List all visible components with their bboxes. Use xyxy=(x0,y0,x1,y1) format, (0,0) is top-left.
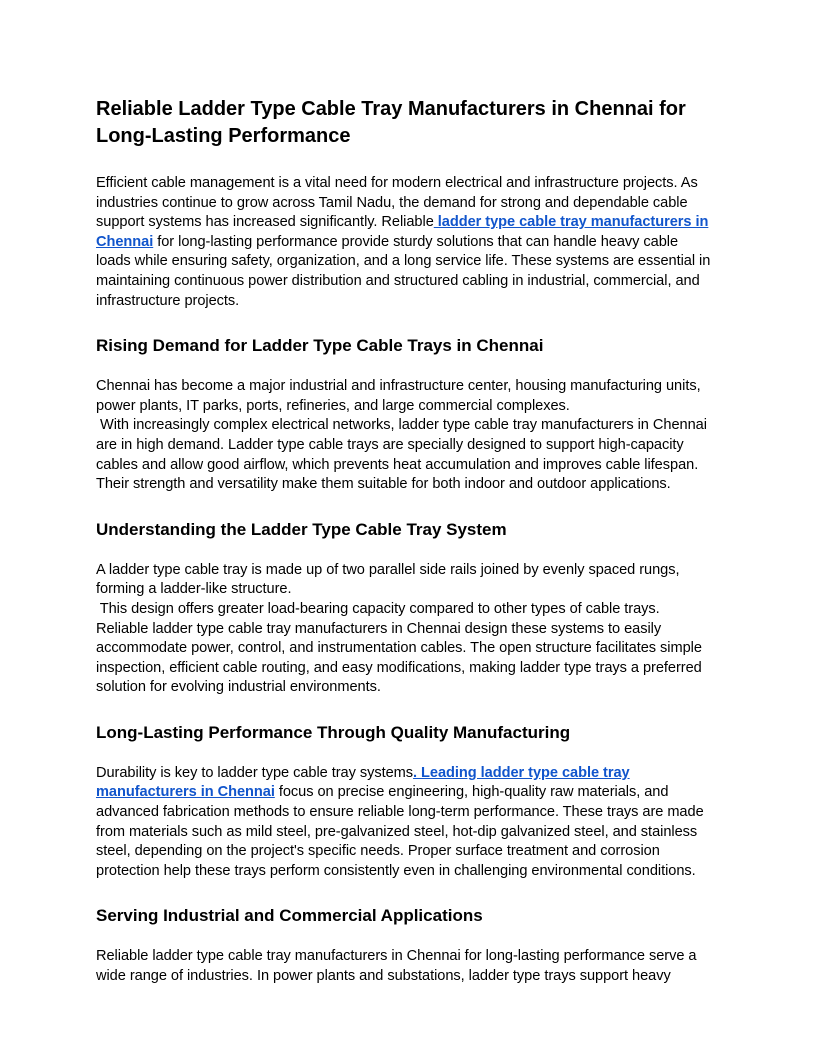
paragraph-line: from materials such as mild steel, pre-galvanized steel, hot-dip galvanized steel, and stainless xyxy=(96,823,698,840)
manufacturers-link[interactable]: ladder type cable tray manufacturers in xyxy=(433,214,709,231)
leading-manufacturers-link[interactable]: . Leading ladder type cable tray xyxy=(413,764,630,781)
title-line: Reliable Ladder Type Cable Tray Manufacturers in Chennai for xyxy=(96,98,686,120)
applications-paragraph xyxy=(96,947,720,986)
paragraph-line: infrastructure projects. xyxy=(96,292,240,309)
text-run: focus on precise engineering, high-quality raw materials, and xyxy=(274,784,669,801)
paragraph-line: are in high demand. Ladder type cable trays are specially designed to support high-capacity xyxy=(96,436,684,453)
paragraph-line xyxy=(96,764,720,784)
paragraph-line: Efficient cable management is a vital need for modern electrical and infrastructure projects. As xyxy=(96,175,698,191)
rising-demand-paragraph xyxy=(96,377,720,495)
section-heading-applications: Serving Industrial and Commercial Applications xyxy=(96,906,483,926)
paragraph-line: solution for evolving industrial environments. xyxy=(96,679,381,696)
paragraph-line: industries continue to grow across Tamil Nadu, the demand for strong and dependable cable xyxy=(96,194,688,211)
section-heading-long-lasting: Long-Lasting Performance Through Quality Manufacturing xyxy=(96,722,571,742)
paragraph-line: loads while ensuring safety, organization, and a long service life. These systems are essential in xyxy=(96,253,711,270)
section-heading-rising-demand: Rising Demand for Ladder Type Cable Trays in Chennai xyxy=(96,336,544,356)
paragraph-line: Reliable ladder type cable tray manufacturers in Chennai design these systems to easily xyxy=(96,620,662,637)
paragraph-line: With increasingly complex electrical networks, ladder type cable tray manufacturers in Chennai xyxy=(96,417,707,434)
paragraph-line: wide range of industries. In power plants and substations, ladder type trays support heavy xyxy=(96,968,671,985)
paragraph-line: Their strength and versatility make them suitable for both indoor and outdoor applications. xyxy=(96,476,671,493)
page-title xyxy=(96,96,720,150)
long-lasting-paragraph xyxy=(96,764,720,882)
paragraph-line: advanced fabrication methods to ensure reliable long-term performance. These trays are made xyxy=(96,804,704,821)
paragraph-line: maintaining continuous power distribution and structured cabling in industrial, commercial, and xyxy=(96,272,700,289)
paragraph-line: inspection, efficient cable routing, and easy modifications, making ladder type trays a preferred xyxy=(96,659,702,676)
paragraph-line: steel, depending on the project's specific needs. Proper surface treatment and corrosion xyxy=(96,843,660,860)
text-run: Durability is key to ladder type cable tray systems xyxy=(96,764,414,781)
paragraph-line: power plants, IT parks, ports, refineries, and large commercial complexes. xyxy=(96,397,570,414)
paragraph-line: forming a ladder-like structure. xyxy=(96,581,292,598)
text-run: support systems has increased significantly. Reliable xyxy=(96,214,434,231)
leading-manufacturers-link-continued[interactable]: manufacturers in Chennai xyxy=(96,784,275,801)
intro-paragraph xyxy=(96,174,720,311)
paragraph-line xyxy=(96,783,720,803)
section-heading-understanding: Understanding the Ladder Type Cable Tray System xyxy=(96,519,507,539)
paragraph-line: Reliable ladder type cable tray manufacturers in Chennai for long-lasting performance serve a xyxy=(96,948,697,965)
paragraph-line: accommodate power, control, and instrumentation cables. The open structure facilitates simple xyxy=(96,640,702,657)
manufacturers-link-continued[interactable]: Chennai xyxy=(96,233,154,250)
paragraph-line: A ladder type cable tray is made up of two parallel side rails joined by evenly spaced rungs, xyxy=(96,561,680,578)
paragraph-line: Chennai has become a major industrial and infrastructure center, housing manufacturing units, xyxy=(96,378,701,395)
understanding-paragraph xyxy=(96,561,720,698)
paragraph-line xyxy=(96,213,720,233)
paragraph-line xyxy=(96,233,720,253)
paragraph-line: This design offers greater load-bearing capacity compared to other types of cable trays. xyxy=(96,600,660,617)
document-page xyxy=(96,96,720,987)
title-line: Long-Lasting Performance xyxy=(96,125,351,147)
text-run: for long-lasting performance provide sturdy solutions that can handle heavy cable xyxy=(153,233,679,250)
paragraph-line: protection help these trays perform consistently even in challenging environmental conditions. xyxy=(96,862,696,879)
paragraph-line: cables and allow good airflow, which prevents heat accumulation and improves cable lifespan. xyxy=(96,456,699,473)
